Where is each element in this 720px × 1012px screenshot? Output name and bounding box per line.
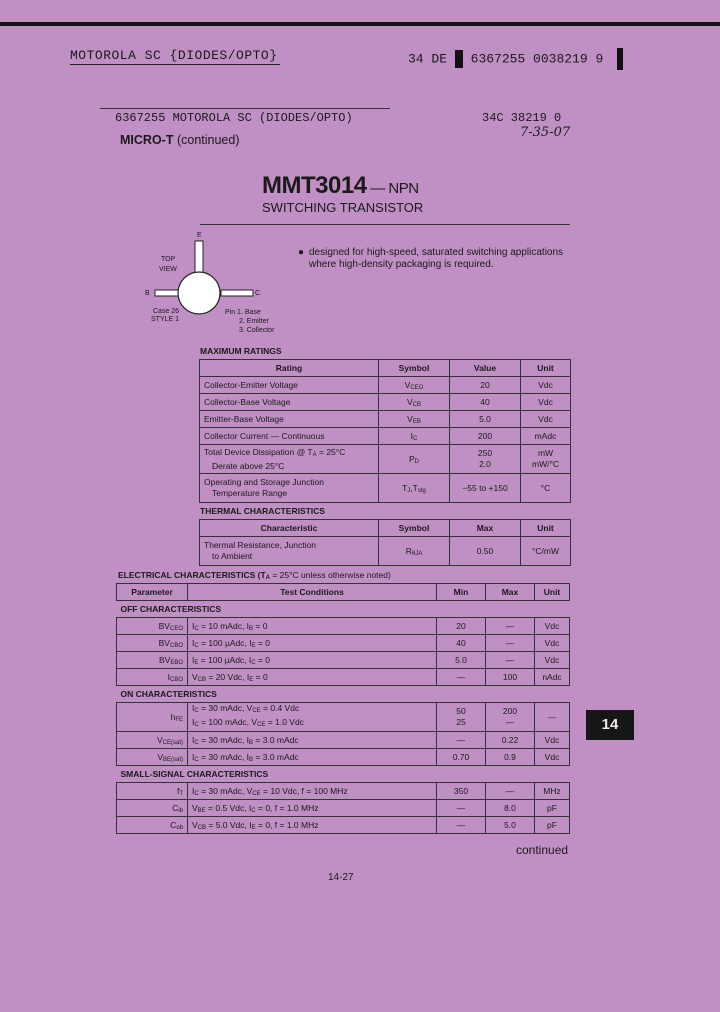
max-cell: 5.0	[486, 817, 535, 834]
header2-code: 34C 38219 0	[482, 111, 562, 125]
table-header-row: Parameter Test Conditions Min Max Unit	[117, 584, 570, 601]
table-row: Thermal Resistance, Junction to Ambient $R_{\theta JA}$ 0.50 °C/mW	[200, 537, 571, 566]
page-number: 14-27	[328, 872, 354, 883]
unit-cell: nAdc	[535, 669, 570, 686]
handwritten-note: 7-35-07	[520, 125, 571, 140]
condition-cell: $I_C = 30$ mAdc, $V_{CE} = 10$ Vdc, f = 100 MHz	[188, 783, 437, 800]
max-ratings-heading: MAXIMUM RATINGS	[200, 346, 282, 356]
header-rule	[70, 64, 280, 65]
min-cell: 5.0	[437, 652, 486, 669]
condition-cell: $I_C = 10$ mAdc, $I_B = 0$	[188, 618, 437, 635]
table-row	[117, 783, 570, 800]
min-cell: —	[437, 669, 486, 686]
pin3-label: 3. Collector	[239, 327, 275, 334]
pin1-label: Pin 1. Base	[225, 309, 261, 316]
unit-cell: Vdc	[535, 635, 570, 652]
max-cell: —	[486, 652, 535, 669]
view-label: VIEW	[159, 266, 177, 273]
top-label: TOP	[161, 256, 176, 263]
unit-cell: Vdc	[535, 618, 570, 635]
table-row	[117, 618, 570, 635]
electrical-heading: ELECTRICAL CHARACTERISTICS ($T_A = 25^\circ C$ unless otherwise noted)	[118, 570, 391, 581]
unit-cell: MHz	[535, 783, 570, 800]
table-row	[117, 749, 570, 766]
table-row	[117, 635, 570, 652]
condition-cell: $I_E = 100$ µAdc, $I_C = 0$	[188, 652, 437, 669]
table-row: Emitter-Base Voltage $V_{EB}$ 5.0 Vdc	[200, 411, 571, 428]
param-cell: $V_{CE(sat)}$	[117, 732, 188, 749]
table-row	[117, 669, 570, 686]
max-cell: —	[486, 783, 535, 800]
top-border-line	[0, 22, 720, 26]
case-label: Case 26	[153, 308, 180, 315]
max-cell: —	[486, 618, 535, 635]
off-heading: OFF CHARACTERISTICS	[117, 601, 570, 618]
condition-cell: $I_C = 30$ mAdc, $I_B = 3.0$ mAdc	[188, 732, 437, 749]
hfe-cond-1: $I_C = 30$ mAdc, $V_{CE} = 0.4$ Vdc	[192, 703, 300, 714]
pin-e-label: E	[197, 232, 202, 239]
off-rows	[117, 618, 570, 686]
param-cell: $V_{BE(sat)}$	[117, 749, 188, 766]
unit-cell: Vdc	[535, 732, 570, 749]
package-diagram	[135, 228, 295, 338]
min-cell: —	[437, 817, 486, 834]
part-subtitle: SWITCHING TRANSISTOR	[262, 200, 424, 215]
part-title: MMT3014 — NPN	[262, 172, 419, 199]
continued-label: continued	[516, 843, 569, 857]
min-cell: 20	[437, 618, 486, 635]
min-cell: 0.70	[437, 749, 486, 766]
max-cell: —	[486, 635, 535, 652]
max-ratings-table	[199, 359, 571, 503]
param-cell: $C_{ib}$	[117, 800, 188, 817]
min-cell: 350	[437, 783, 486, 800]
table-row	[117, 652, 570, 669]
thermal-table	[199, 519, 571, 566]
table-row: Total Device Dissipation @ $T_A = 25^\circ C$ Derate above 25°C $P_D$ 250 2.0 mW mW/°C	[200, 445, 571, 474]
electrical-table	[116, 583, 570, 834]
pin2-label: 2. Emitter	[239, 318, 269, 325]
header2-company: 6367255 MOTOROLA SC (DIODES/OPTO)	[115, 111, 353, 125]
ss-heading: SMALL-SIGNAL CHARACTERISTICS	[117, 766, 570, 783]
condition-cell: $I_C = 100$ µAdc, $I_E = 0$	[188, 635, 437, 652]
condition-cell: $I_C = 30$ mAdc, $I_B = 3.0$ mAdc	[188, 749, 437, 766]
header-company: MOTOROLA SC {DIODES/OPTO}	[70, 48, 278, 63]
table-header-row: Characteristic Symbol Max Unit	[200, 520, 571, 537]
unit-cell: Vdc	[535, 749, 570, 766]
table-row: $h_{FE}$ $I_C = 30$ mAdc, $V_{CE} = 0.4$ Vdc $I_C = 100$ mAdc, $V_{CE} = 1.0$ Vdc 50 25 200 — —	[117, 703, 570, 732]
condition-cell: $V_{CB} = 5.0$ Vdc, $I_E = 0$, f = 1.0 MHz	[188, 817, 437, 834]
unit-cell: pF	[535, 800, 570, 817]
max-cell: 0.9	[486, 749, 535, 766]
header2-rule	[100, 108, 390, 109]
table-header-row: Rating Symbol Value Unit	[200, 360, 571, 377]
pin-b-label: B	[145, 290, 150, 297]
condition-cell: $V_{BE} = 0.5$ Vdc, $I_C = 0$, f = 1.0 MHz	[188, 800, 437, 817]
header-code: 34 DE 6367255 0038219 9	[408, 48, 623, 70]
on-rows	[117, 732, 570, 766]
section-label: MICRO-T (continued)	[120, 133, 240, 147]
table-row: Collector-Emitter Voltage $V_{CEO}$ 20 Vdc	[200, 377, 571, 394]
on-heading: ON CHARACTERISTICS	[117, 686, 570, 703]
unit-cell: Vdc	[535, 652, 570, 669]
min-cell: —	[437, 732, 486, 749]
table-row: Collector-Base Voltage $V_{CB}$ 40 Vdc	[200, 394, 571, 411]
thermal-heading: THERMAL CHARACTERISTICS	[200, 506, 325, 516]
param-cell: $I_{CBO}$	[117, 669, 188, 686]
unit-cell: pF	[535, 817, 570, 834]
max-cell: 100	[486, 669, 535, 686]
param-cell: $BV_{CEO}$	[117, 618, 188, 635]
hfe-cond-2: $I_C = 100$ mAdc, $V_{CE} = 1.0$ Vdc	[192, 717, 304, 728]
table-row	[117, 800, 570, 817]
table-row	[117, 817, 570, 834]
section-tab: 14	[586, 710, 634, 740]
max-cell: 0.22	[486, 732, 535, 749]
min-cell: 40	[437, 635, 486, 652]
param-cell: $BV_{EBO}$	[117, 652, 188, 669]
ss-rows	[117, 783, 570, 834]
param-cell: $C_{ob}$	[117, 817, 188, 834]
param-cell: $BV_{CBO}$	[117, 635, 188, 652]
table-row: Operating and Storage Junction Temperature Range $T_J,T_{stg}$ −55 to +150 °C	[200, 474, 571, 503]
min-cell: —	[437, 800, 486, 817]
title-rule	[200, 224, 570, 225]
max-cell: 8.0	[486, 800, 535, 817]
pin-c-label: C	[255, 290, 261, 297]
table-row: Collector Current — Continuous $I_C$ 200 mAdc	[200, 428, 571, 445]
condition-cell: $V_{CB} = 20$ Vdc, $I_E = 0$	[188, 669, 437, 686]
table-row	[117, 732, 570, 749]
description: ● designed for high-speed, saturated switching applications where high-density packaging is required.	[298, 247, 564, 270]
style-label: STYLE 1	[151, 316, 180, 323]
param-cell: $f_T$	[117, 783, 188, 800]
